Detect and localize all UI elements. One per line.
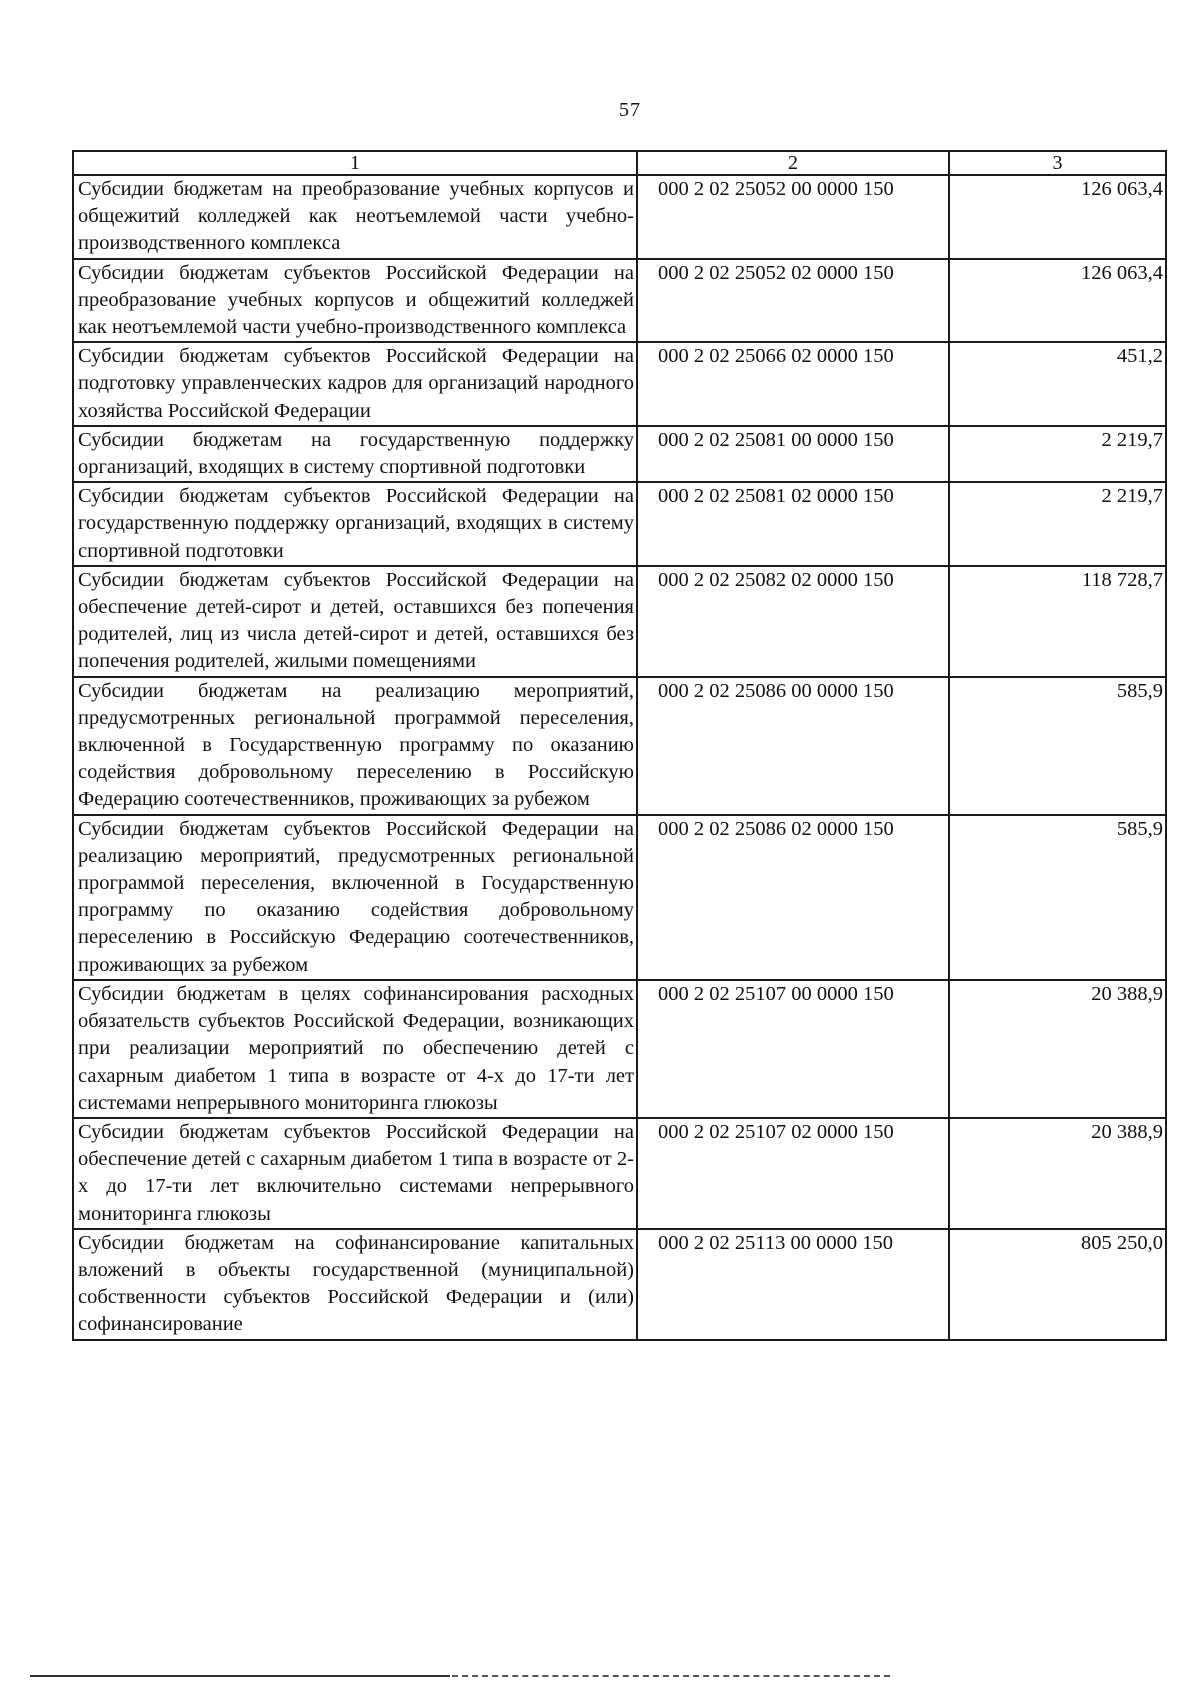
budget-table	[72, 150, 1167, 1341]
row-name-cell: Субсидии бюджетам на реализацию мероприятий, предусмотренных региональной программой переселения, включенной в Государственную программу по оказанию содействия добровольному переселению в Российскую Федерацию соотечественников, проживающих за рубежом	[73, 677, 637, 815]
row-amount-cell: 118 728,7	[949, 566, 1166, 677]
column-header-3: 3	[949, 151, 1166, 175]
row-code-cell: 000 2 02 25082 02 0000 150	[637, 566, 949, 677]
row-name-cell: Субсидии бюджетам в целях софинансирования расходных обязательств субъектов Российской Федерации, возникающих при реализации мероприятий по обеспечению детей с сахарным диабетом 1 типа в возрасте от 4-х до 17-ти лет системами непрерывного мониторинга глюкозы	[73, 980, 637, 1118]
row-code-cell: 000 2 02 25107 00 0000 150	[637, 980, 949, 1118]
table-row	[73, 426, 1166, 482]
row-amount-cell: 2 219,7	[949, 482, 1166, 566]
table-row	[73, 342, 1166, 426]
scan-bottom-rule-solid	[30, 1675, 450, 1677]
row-code-cell: 000 2 02 25086 00 0000 150	[637, 677, 949, 815]
column-header-1: 1	[73, 151, 637, 175]
row-name-cell: Субсидии бюджетам субъектов Российской Федерации на подготовку управленческих кадров для организаций народного хозяйства Российской Федерации	[73, 342, 637, 426]
table-row	[73, 566, 1166, 677]
table-row	[73, 1118, 1166, 1229]
row-amount-cell: 2 219,7	[949, 426, 1166, 482]
row-amount-cell: 585,9	[949, 677, 1166, 815]
row-amount-cell: 451,2	[949, 342, 1166, 426]
table-row	[73, 175, 1166, 259]
row-name-cell: Субсидии бюджетам на софинансирование капитальных вложений в объекты государственной (муниципальной) собственности субъектов Российской Федерации и (или) софинансирование	[73, 1229, 637, 1340]
row-amount-cell: 126 063,4	[949, 175, 1166, 259]
column-header-2: 2	[637, 151, 949, 175]
row-name-cell: Субсидии бюджетам субъектов Российской Федерации на преобразование учебных корпусов и общежитий колледжей как неотъемлемой части учебно-производственного комплекса	[73, 259, 637, 343]
table-row	[73, 259, 1166, 343]
page-number: 57	[619, 99, 641, 121]
row-code-cell: 000 2 02 25052 02 0000 150	[637, 259, 949, 343]
row-name-cell: Субсидии бюджетам субъектов Российской Федерации на реализацию мероприятий, предусмотренных региональной программой переселения, включенной в Государственную программу по оказанию содействия добровольному переселению в Российскую Федерацию соотечественников, проживающих за рубежом	[73, 815, 637, 980]
table-row	[73, 815, 1166, 980]
row-code-cell: 000 2 02 25081 00 0000 150	[637, 426, 949, 482]
row-code-cell: 000 2 02 25113 00 0000 150	[637, 1229, 949, 1340]
table-row	[73, 482, 1166, 566]
row-code-cell: 000 2 02 25107 02 0000 150	[637, 1118, 949, 1229]
row-code-cell: 000 2 02 25086 02 0000 150	[637, 815, 949, 980]
row-name-cell: Субсидии бюджетам субъектов Российской Федерации на обеспечение детей-сирот и детей, оставшихся без попечения родителей, лиц из числа детей-сирот и детей, оставшихся без попечения родителей, жилыми помещениями	[73, 566, 637, 677]
row-amount-cell: 805 250,0	[949, 1229, 1166, 1340]
row-name-cell: Субсидии бюджетам на преобразование учебных корпусов и общежитий колледжей как неотъемлемой части учебно-производственного комплекса	[73, 175, 637, 259]
row-amount-cell: 126 063,4	[949, 259, 1166, 343]
row-name-cell: Субсидии бюджетам субъектов Российской Федерации на государственную поддержку организаций, входящих в систему спортивной подготовки	[73, 482, 637, 566]
table-row	[73, 677, 1166, 815]
row-code-cell: 000 2 02 25052 00 0000 150	[637, 175, 949, 259]
row-amount-cell: 20 388,9	[949, 980, 1166, 1118]
table-header-row	[73, 151, 1166, 175]
row-code-cell: 000 2 02 25081 02 0000 150	[637, 482, 949, 566]
table-row	[73, 1229, 1166, 1340]
table-row	[73, 980, 1166, 1118]
row-amount-cell: 585,9	[949, 815, 1166, 980]
row-code-cell: 000 2 02 25066 02 0000 150	[637, 342, 949, 426]
row-amount-cell: 20 388,9	[949, 1118, 1166, 1229]
row-name-cell: Субсидии бюджетам субъектов Российской Федерации на обеспечение детей с сахарным диабетом 1 типа в возрасте от 2-х до 17-ти лет включительно системами непрерывного мониторинга глюкозы	[73, 1118, 637, 1229]
row-name-cell: Субсидии бюджетам на государственную поддержку организаций, входящих в систему спортивной подготовки	[73, 426, 637, 482]
